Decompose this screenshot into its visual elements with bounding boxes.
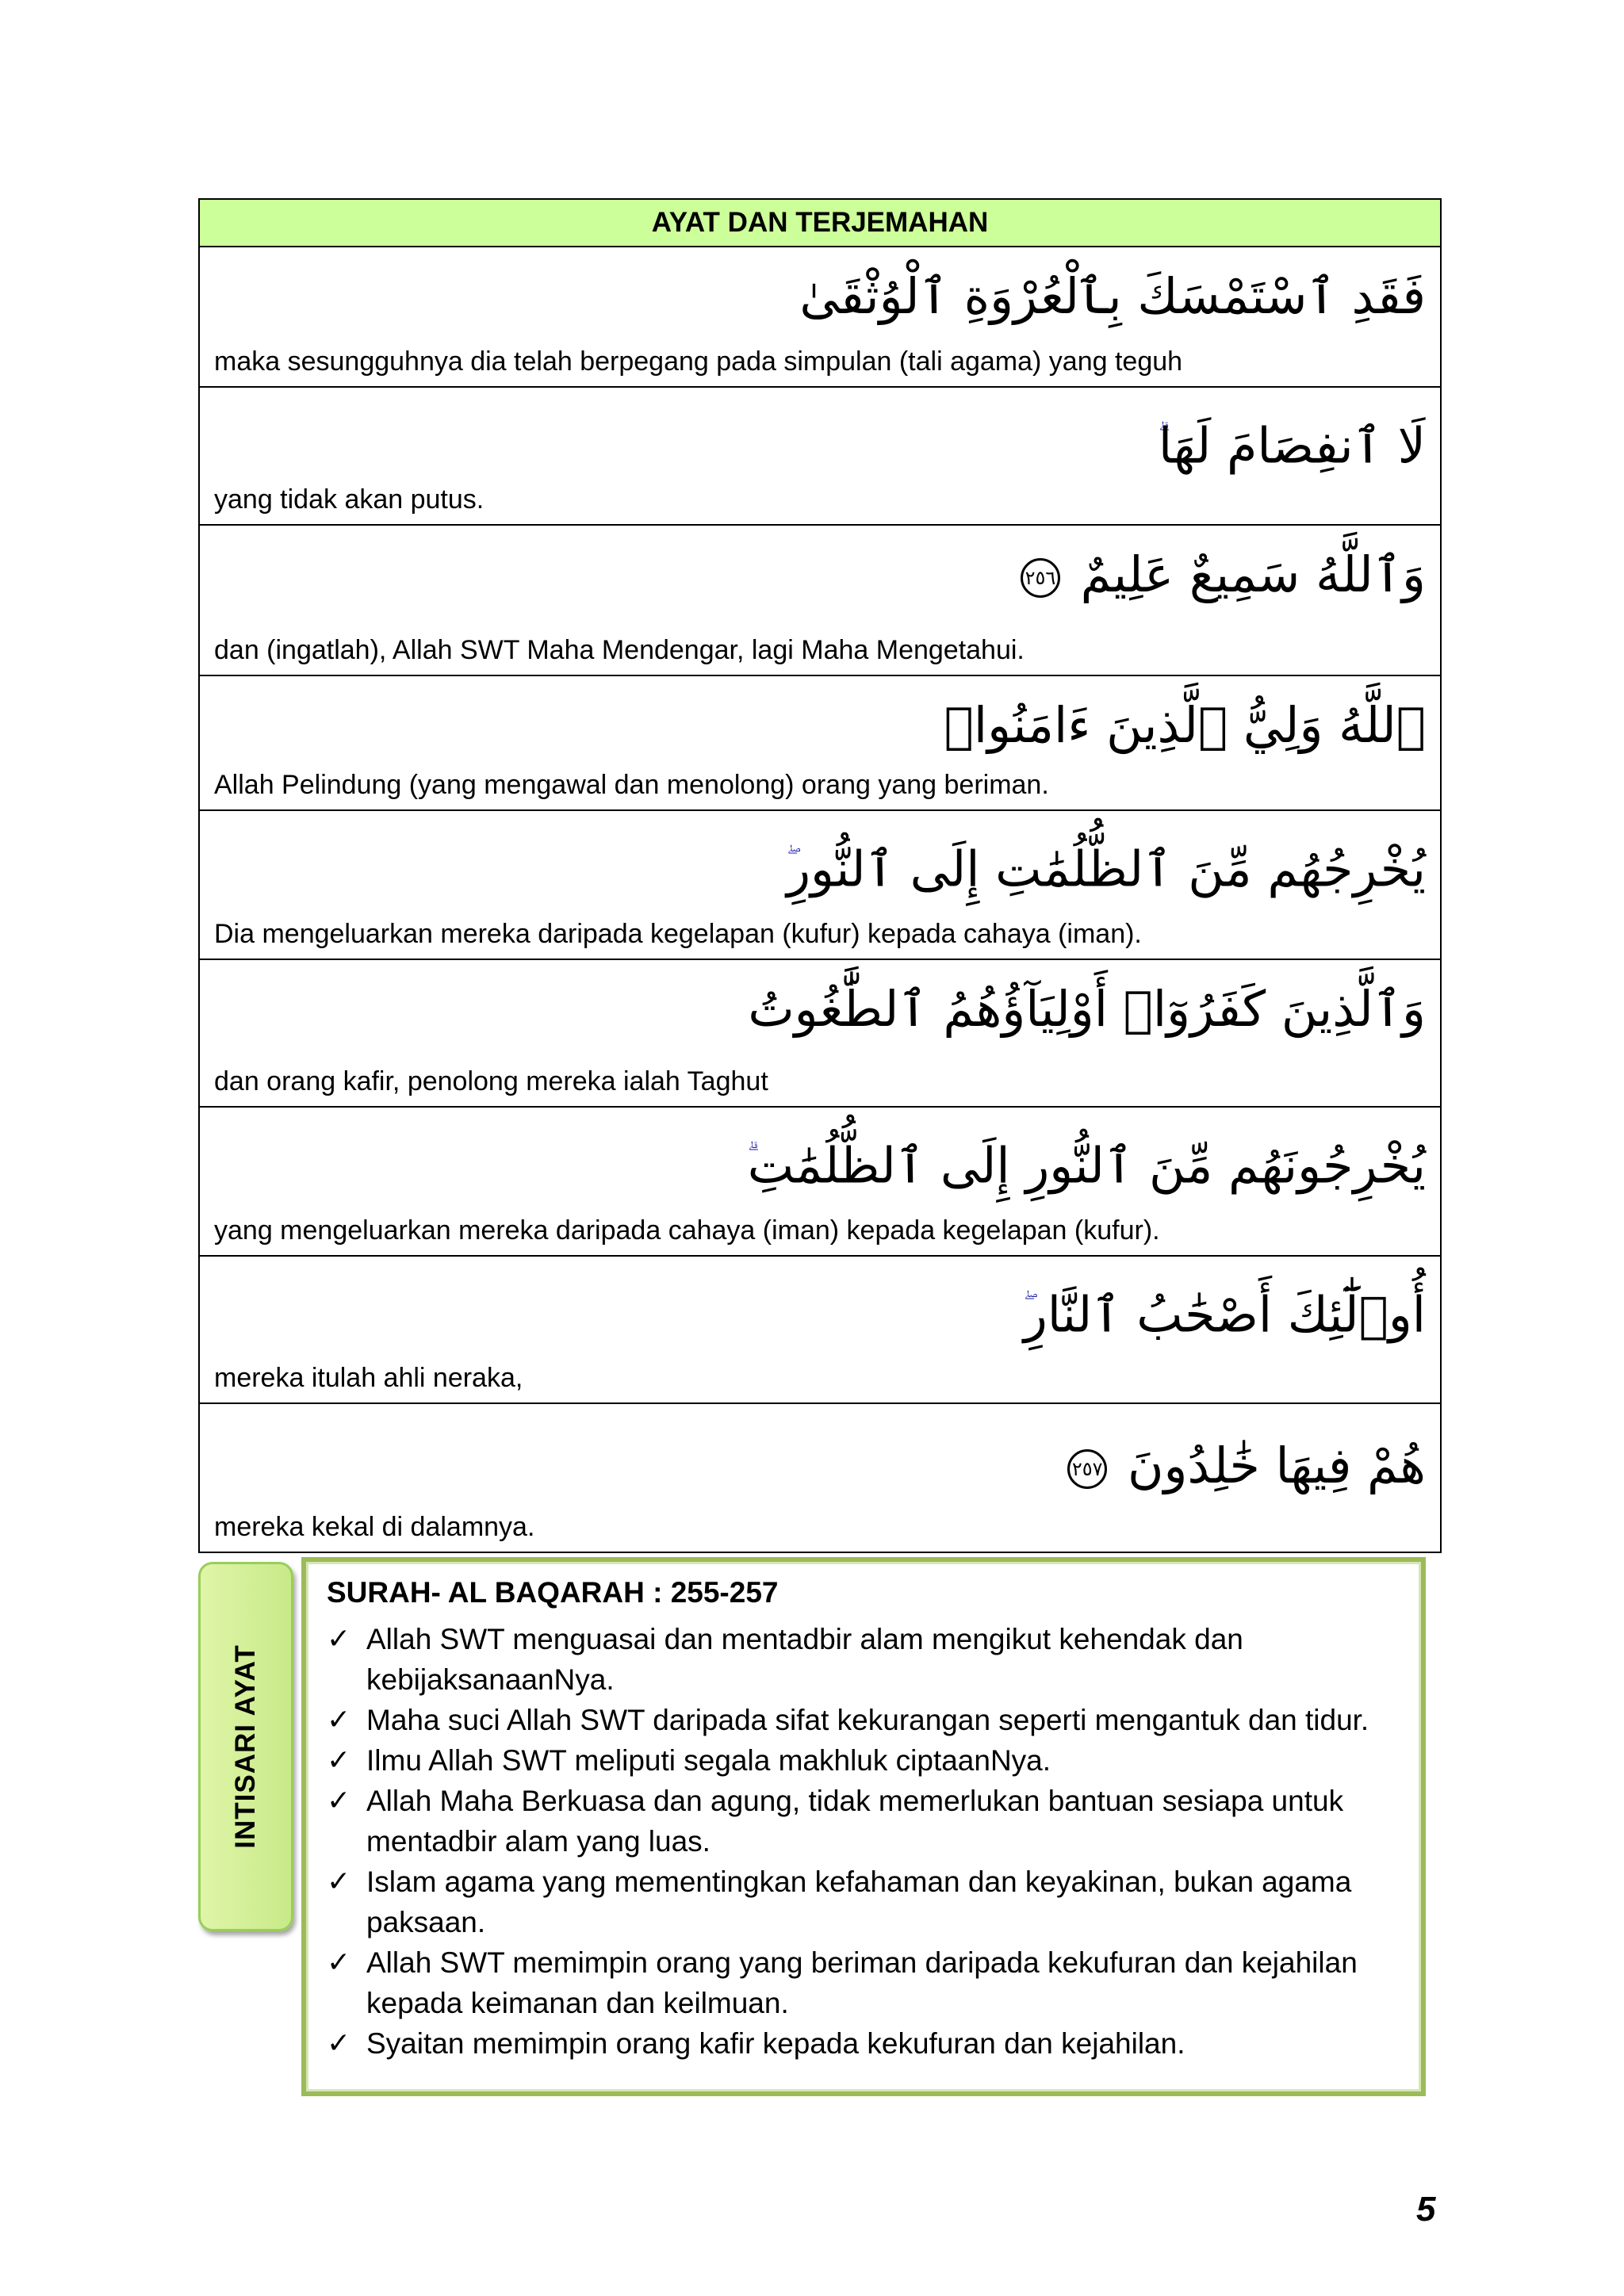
arabic-verse: لَا ٱنفِصَامَ لَهَا [1158,416,1426,475]
checkmark-icon: ✓ [327,1785,351,1817]
summary-list [327,1619,1405,2064]
summary-box [301,1557,1426,2096]
verse-cell [199,959,1441,1107]
side-tab-label: INTISARI AYAT [230,1644,261,1849]
verse-cell [199,1403,1441,1552]
ayat-table [198,198,1442,1553]
list-item: ✓ Ilmu Allah SWT meliputi segala makhluk ciptaanNya. [327,1740,1405,1781]
list-item: ✓ Allah Maha Berkuasa dan agung, tidak memerlukan bantuan sesiapa untuk mentadbir alam yang luas. [327,1781,1405,1862]
table-header: AYAT DAN TERJEMAHAN [199,199,1441,247]
verse-translation: Allah Pelindung (yang mengawal dan menolong) orang yang beriman. [214,770,1049,800]
verse-number-badge: ٢٥٦ [1021,558,1060,598]
arabic-verse: وَٱللَّهُ سَمِيعٌ عَلِيمٌ ٢٥٦ [200,526,1440,607]
arabic-verse: ٱللَّهُ وَلِيُّ ٱلَّذِينَ ءَامَنُوا۟ [944,696,1426,754]
checkmark-icon: ✓ [327,1866,351,1898]
page-number: 5 [1416,2190,1436,2229]
verse-translation: yang tidak akan putus. [214,484,485,515]
verse-cell [199,675,1441,810]
verse-translation: mereka kekal di dalamnya. [214,1512,535,1542]
verse-translation: mereka itulah ahli neraka, [214,1363,523,1393]
list-item: ✓ Syaitan memimpin orang kafir kepada kekufuran dan kejahilan. [327,2023,1405,2064]
summary-title: SURAH- AL BAQARAH : 255-257 [327,1576,779,1609]
checkmark-icon: ✓ [327,1946,351,1979]
checkmark-icon: ✓ [327,1744,351,1777]
list-item: ✓ Allah SWT menguasai dan mentadbir alam mengikut kehendak dan kebijaksanaanNya. [327,1619,1405,1700]
verse-row [199,959,1441,1107]
verse-translation: yang mengeluarkan mereka daripada cahaya (iman) kepada kegelapan (kufur). [214,1215,1160,1246]
verse-cell [199,525,1441,675]
verse-row [199,525,1441,675]
verse-cell [199,1107,1441,1256]
arabic-verse: يُخْرِجُهُم مِّنَ ٱلظُّلُمَٰتِ إِلَى ٱلنُّورِ [787,840,1426,898]
verse-number-badge: ٢٥٧ [1067,1449,1107,1489]
arabic-verse: أُو۟لَٰٓئِكَ أَصْحَٰبُ ٱلنَّارِ [1023,1285,1426,1344]
verse-row [199,247,1441,387]
verse-row [199,1107,1441,1256]
checkmark-icon: ✓ [327,2027,351,2060]
checkmark-icon: ✓ [327,1623,351,1655]
arabic-verse: فَقَدِ ٱسْتَمْسَكَ بِٱلْعُرْوَةِ ٱلْوُثْقَىٰ [799,267,1426,325]
verse-cell [199,810,1441,959]
list-item: ✓ Maha suci Allah SWT daripada sifat kekurangan seperti mengantuk dan tidur. [327,1700,1405,1740]
table-header-row [199,199,1441,247]
verse-row [199,675,1441,810]
list-item: ✓ Islam agama yang mementingkan kefahaman dan keyakinan, bukan agama paksaan. [327,1862,1405,1942]
verse-translation: dan (ingatlah), Allah SWT Maha Mendengar, lagi Maha Mengetahui. [214,635,1025,665]
verse-row [199,1403,1441,1552]
checkmark-icon: ✓ [327,1704,351,1736]
verse-translation: dan orang kafir, penolong mereka ialah Taghut [214,1066,768,1096]
list-item: ✓ Allah SWT memimpin orang yang beriman daripada kekufuran dan kejahilan kepada keimanan dan keilmuan. [327,1942,1405,2023]
verse-row [199,387,1441,525]
verse-cell [199,1256,1441,1403]
arabic-verse: هُمْ فِيهَا خَٰلِدُونَ ٢٥٧ [200,1404,1440,1498]
verse-translation: Dia mengeluarkan mereka daripada kegelapan (kufur) kepada cahaya (iman). [214,919,1142,949]
verse-row [199,1256,1441,1403]
verse-row [199,810,1441,959]
verse-cell [199,247,1441,387]
verse-translation: maka sesungguhnya dia telah berpegang pada simpulan (tali agama) yang teguh [214,346,1183,377]
arabic-verse: يُخْرِجُونَهُم مِّنَ ٱلنُّورِ إِلَى ٱلظُّلُمَٰتِ [747,1136,1426,1195]
arabic-verse: وَٱلَّذِينَ كَفَرُوٓا۟ أَوْلِيَآؤُهُمُ ٱلطَّٰغُوتُ [748,980,1426,1038]
verse-cell [199,387,1441,525]
intisari-side-tab [198,1562,293,1931]
